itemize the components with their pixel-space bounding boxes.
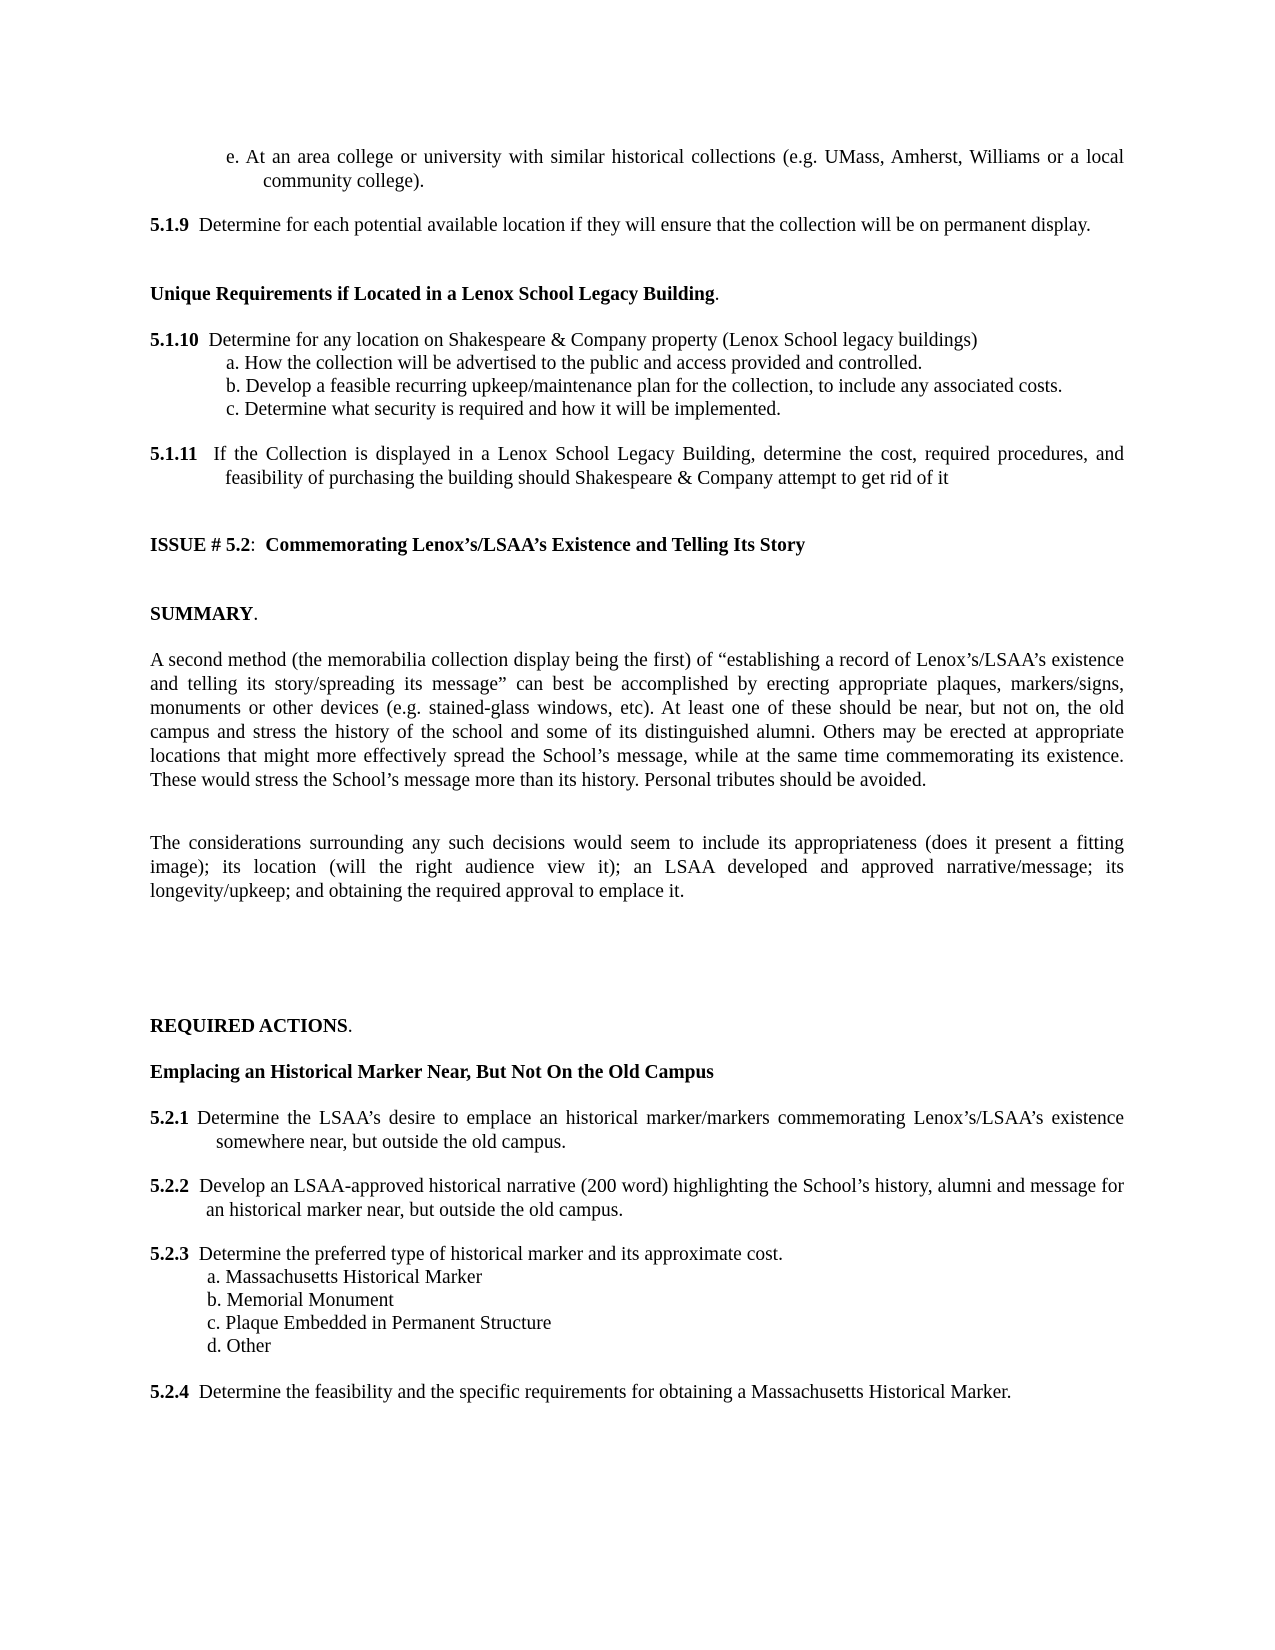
- section-number: 5.1.9: [150, 215, 189, 236]
- section-number: 5.2.4: [150, 1382, 189, 1403]
- section-text: Determine for any location on Shakespeare & Company property (Lenox School legacy buildings): [208, 330, 978, 351]
- list-item: d. Other: [207, 1336, 271, 1357]
- section-number: 5.2.2: [150, 1176, 189, 1197]
- section-text: Determine for each potential available location if they will ensure that the collection will be on permanent display.: [198, 215, 1091, 236]
- section-5-1-9: [150, 214, 1124, 238]
- section-5-2-1: [150, 1107, 1124, 1155]
- summary-paragraph-2: The considerations surrounding any such decisions would seem to include its appropriateness (does it present a fitting image); its location (will the right audience view it); an LSAA developed and approved narrative/message; its longevity/upkeep; and obtaining the required approval to emplace it.: [150, 833, 1124, 902]
- list-item: a. Massachusetts Historical Marker: [207, 1267, 483, 1288]
- section-text: Determine the feasibility and the specific requirements for obtaining a Massachusetts Historical Marker.: [198, 1382, 1012, 1403]
- section-number: 5.1.10: [150, 330, 199, 351]
- section-5-2-4: [150, 1381, 1124, 1405]
- unique-requirements-heading: Unique Requirements if Located in a Lenox School Legacy Building.: [150, 284, 720, 305]
- list-item: b. Memorial Monument: [207, 1290, 394, 1311]
- section-number: 5.1.11: [150, 444, 198, 465]
- list-item: c. Determine what security is required and how it will be implemented.: [226, 399, 782, 420]
- required-actions-heading: REQUIRED ACTIONS.: [150, 1016, 353, 1037]
- emplacing-marker-heading: Emplacing an Historical Marker Near, But Not On the Old Campus: [150, 1062, 714, 1083]
- issue-heading: ISSUE # 5.2: Commemorating Lenox’s/LSAA’s Existence and Telling Its Story: [150, 535, 806, 556]
- section-text: Determine the preferred type of historical marker and its approximate cost.: [198, 1244, 783, 1265]
- summary-heading: SUMMARY.: [150, 604, 259, 625]
- section-5-1-11: [150, 443, 1124, 491]
- summary-paragraph-1: A second method (the memorabilia collection display being the first) of “establishing a record of Lenox’s/LSAA’s existence and telling its story/spreading its message” can best be accomplished by erecting appropriate plaques, markers/signs, monuments or other devices (e.g. stained-glass windows, etc). At least one of these should be near, but not on, the old campus and stress the history of the school and some of its distinguished alumni. Others may be erected at appropriate locations that might more effectively spread the School’s message, while at the same time commemorating its existence. These would stress the School’s message more than its history. Personal tributes should be avoided.: [150, 650, 1124, 791]
- list-item: b. Develop a feasible recurring upkeep/maintenance plan for the collection, to include any associated costs.: [226, 376, 1063, 397]
- section-5-1-10: [150, 329, 1124, 353]
- section-5-2-2: [150, 1175, 1124, 1223]
- list-item: c. Plaque Embedded in Permanent Structure: [207, 1313, 552, 1334]
- section-text: Determine the LSAA’s desire to emplace an historical marker/markers commemorating Lenox’s/LSAA’s existence somewhere near, but outside the old campus.: [196, 1108, 1125, 1153]
- section-text: If the Collection is displayed in a Lenox School Legacy Building, determine the cost, required procedures, and feasibility of purchasing the building should Shakespeare & Company attempt to get rid of it: [213, 444, 1124, 489]
- section-number: 5.2.3: [150, 1244, 189, 1265]
- section-number: 5.2.1: [150, 1108, 189, 1129]
- section-5-2-3: [150, 1243, 1124, 1267]
- list-item: a. How the collection will be advertised to the public and access provided and controlled.: [226, 353, 923, 374]
- section-text: Develop an LSAA-approved historical narrative (200 word) highlighting the School’s history, alumni and message for an historical marker near, but outside the old campus.: [199, 1176, 1125, 1221]
- list-item-e: e. At an area college or university with similar historical collections (e.g. UMass, Amherst, Williams or a local community college).: [226, 147, 1124, 192]
